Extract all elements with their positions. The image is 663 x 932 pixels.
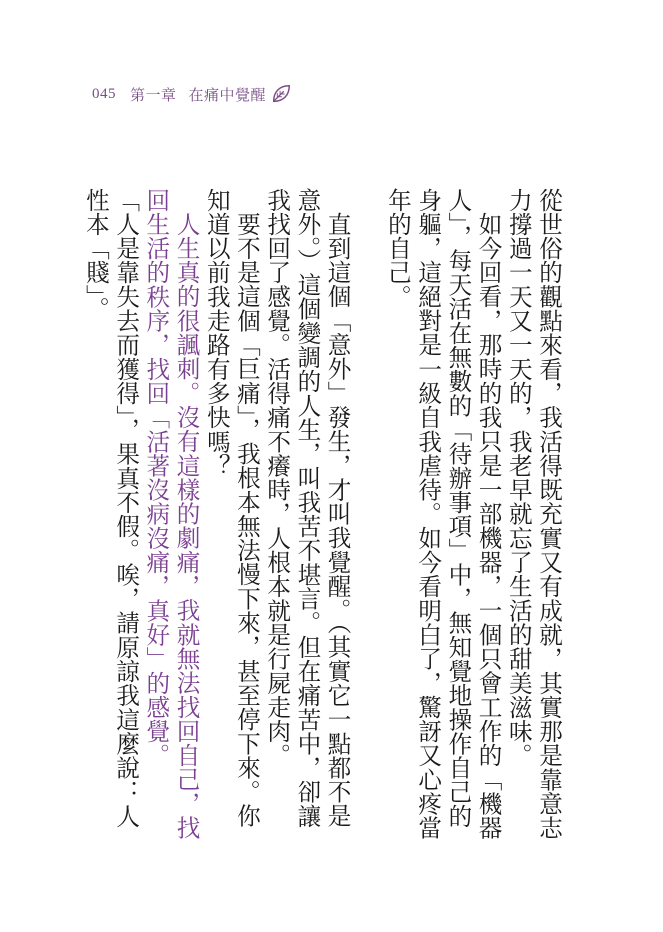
- paragraph-6: 「人是靠失去而獲得」，果真不假。唉，請原諒我這麼說：人性本「賤」。: [81, 188, 141, 829]
- paragraph-1: 從世俗的觀點來看，我活得既充實又有成就，其實那是靠意志力撐過一天又一天的，我老早就忘了生活的甜美滋味。: [504, 188, 563, 841]
- paragraph-3: 直到這個「意外」發生，才叫我覺醒。（其實它一點都不是意外。）這個變調的人生，叫我苦不堪言。但在痛苦中，卻讓我找回了感覺。活得痛不癢時，人根本就是行屍走肉。: [263, 188, 352, 829]
- leaf-icon: [270, 83, 292, 105]
- paragraph-4: 要不是這個「巨痛」，我根本無法慢下來，甚至停下來。你知道以前我走路有多快嗎？: [202, 188, 261, 828]
- running-header: [92, 82, 292, 106]
- page-number: 045: [92, 85, 116, 102]
- paragraph-2: 如今回看，那時的我只是一部機器，一個只會工作的「機器人」，每天活在無數的「待辦事項」中，無知覺地操作自己的身軀，這絕對是一級自我虐待。如今看明白了，驚訝又心疼當年的自己。: [383, 188, 503, 841]
- vertical-body-text: [81, 188, 564, 848]
- chapter-title: 在痛中覺醒: [188, 85, 267, 104]
- paragraph-5-highlight: 人生真的很諷刺。沒有這樣的劇痛，我就無法找回自己，找回生活的秩序，找回「活著沒病沒痛，真好」的感覺。: [142, 188, 201, 840]
- chapter-label: 第一章: [130, 85, 177, 104]
